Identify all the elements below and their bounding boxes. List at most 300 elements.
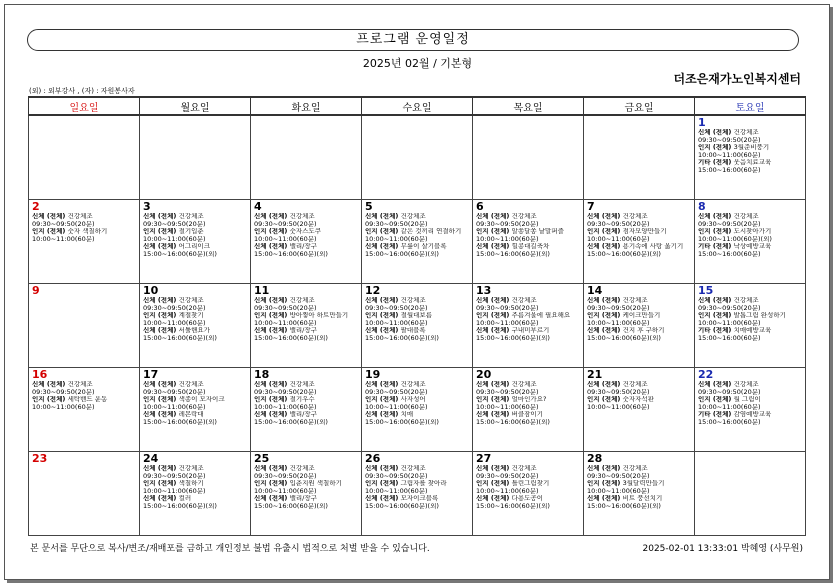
program-time: 10:00~11:00(60분) (143, 235, 206, 243)
schedule-entry (476, 411, 580, 419)
program-time: 15:00~16:00(60분)(외) (143, 334, 217, 342)
day-number: 19 (365, 368, 381, 381)
schedule-entry (143, 221, 247, 229)
program-name: 건강체조 (511, 381, 537, 388)
program-category: 인지 (전체) (698, 396, 734, 404)
program-category: 신체 (전체) (698, 213, 734, 220)
program-time: 10:00~11:00(60분) (365, 235, 428, 243)
schedule-entry (698, 404, 802, 412)
schedule-entry (587, 488, 691, 496)
schedule-entry (254, 503, 358, 511)
schedule-entry (698, 381, 802, 389)
program-name: 힐콩대길축차 (511, 243, 550, 251)
schedule-entry (365, 465, 469, 473)
program-name: 치매 (400, 411, 414, 419)
program-time: 10:00~11:00(60분) (254, 235, 317, 243)
calendar-week-row (29, 368, 806, 452)
program-category: 신체 (전체) (254, 243, 290, 251)
program-category: 인지 (전체) (587, 228, 623, 236)
calendar-day-cell (29, 368, 140, 452)
program-name: 알쏭달쏭 낱말퍼즐 (511, 228, 564, 236)
schedule-entry (698, 335, 802, 343)
schedule-entry (587, 404, 691, 412)
program-name: 감염예방교육 (733, 411, 772, 419)
day-number: 14 (587, 284, 603, 297)
program-time: 15:00~16:00(60분)(외) (254, 502, 328, 510)
calendar-day-cell (473, 452, 584, 536)
calendar-day-cell (695, 284, 806, 368)
schedule-entry (587, 251, 691, 259)
program-category: 신체 (전체) (587, 243, 623, 251)
schedule-entry (254, 404, 358, 412)
schedule-entry (365, 488, 469, 496)
schedule-entry (254, 312, 358, 320)
program-category: 신체 (전체) (143, 327, 179, 335)
program-name: 버클잠이기 (511, 411, 543, 419)
schedule-entry (32, 236, 136, 244)
schedule-entry (698, 152, 802, 160)
program-category: 신체 (전체) (143, 297, 179, 304)
schedule-entry (587, 320, 691, 328)
program-time: 09:30~09:50(20분) (365, 388, 428, 396)
schedule-entry (698, 137, 802, 145)
program-time: 10:00~11:00(60분) (143, 403, 206, 411)
schedule-entry (698, 389, 802, 397)
schedule-entry (587, 480, 691, 488)
schedule-entry (365, 335, 469, 343)
schedule-entry (698, 297, 802, 305)
program-category: 신체 (전체) (143, 495, 179, 503)
program-category: 인지 (전체) (254, 312, 290, 320)
program-name: 건강체조 (178, 465, 204, 472)
program-time: 09:30~09:50(20분) (587, 304, 650, 312)
program-category: 인지 (전체) (365, 480, 401, 488)
day-number: 1 (698, 116, 706, 129)
program-time: 09:30~09:50(20분) (365, 472, 428, 480)
schedule-entry (143, 305, 247, 313)
calendar-day-cell (695, 452, 806, 536)
program-category: 신체 (전체) (32, 381, 68, 388)
program-time: 15:00~16:00(60분)(외) (365, 250, 439, 258)
program-category: 신체 (전체) (587, 327, 623, 335)
program-category: 신체 (전체) (365, 297, 401, 304)
program-category: 신체 (전체) (365, 465, 401, 472)
program-name: 레몬락대 (178, 411, 204, 419)
schedule-entry (587, 297, 691, 305)
program-name: 컬러 (178, 495, 192, 503)
calendar-body (29, 115, 806, 536)
program-category: 인지 (전체) (698, 144, 734, 152)
schedule-entry (365, 312, 469, 320)
program-category: 신체 (전체) (365, 495, 401, 503)
schedule-entry (254, 320, 358, 328)
program-time: 09:30~09:50(20분) (698, 388, 761, 396)
program-time: 15:00~16:00(60분)(외) (365, 502, 439, 510)
program-category: 인지 (전체) (587, 312, 623, 320)
schedule-entry (587, 389, 691, 397)
day-number: 17 (143, 368, 159, 381)
schedule-entry (143, 335, 247, 343)
calendar-day-cell (251, 284, 362, 368)
calendar-day-cell (473, 368, 584, 452)
program-name: 얼마인가요? (511, 396, 547, 404)
program-name: 건강체조 (67, 213, 93, 220)
day-number: 10 (143, 284, 159, 297)
weekday-header-row (29, 97, 806, 115)
program-name: 건강체조 (289, 213, 315, 220)
page-subtitle: 2025년 02월 / 기본형 (362, 57, 473, 70)
program-category: 기타 (전체) (698, 243, 734, 251)
schedule-entry (143, 297, 247, 305)
program-name: 웃음치료교육 (733, 159, 772, 167)
program-category: 인지 (전체) (587, 396, 623, 404)
program-time: 15:00~16:00(60분) (698, 250, 761, 258)
schedule-entry (476, 419, 580, 427)
program-name: 입춘지원 색칠하기 (289, 480, 342, 488)
program-category: 신체 (전체) (365, 381, 401, 388)
calendar-day-cell (29, 452, 140, 536)
program-name: 서툴핸요가 (178, 327, 210, 335)
program-time: 09:30~09:50(20분) (143, 388, 206, 396)
program-category: 신체 (전체) (476, 213, 512, 220)
program-time: 10:00~11:00(60분) (365, 319, 428, 327)
schedule-entry (365, 389, 469, 397)
program-category: 인지 (전체) (587, 480, 623, 488)
program-time: 10:00~11:00(60분) (254, 403, 317, 411)
program-category: 신체 (전체) (254, 411, 290, 419)
schedule-entry (476, 312, 580, 320)
program-time: 09:30~09:50(20분) (32, 388, 95, 396)
program-time: 15:00~16:00(60분)(외) (587, 334, 661, 342)
schedule-entry (143, 312, 247, 320)
program-time: 10:00~11:00(60분) (254, 487, 317, 495)
program-name: 밸리/장구 (289, 327, 317, 335)
schedule-entry (587, 327, 691, 335)
schedule-entry (143, 473, 247, 481)
day-number: 18 (254, 368, 270, 381)
program-category: 인지 (전체) (476, 480, 512, 488)
calendar-table (28, 96, 806, 536)
calendar-day-cell (695, 200, 806, 284)
program-category: 인지 (전체) (476, 228, 512, 236)
calendar-day-cell (584, 284, 695, 368)
program-time: 09:30~09:50(20분) (254, 472, 317, 480)
schedule-entry (254, 419, 358, 427)
calendar-day-cell (473, 284, 584, 368)
schedule-entry (365, 213, 469, 221)
program-name: 같은 것끼리 연결하기 (400, 228, 462, 236)
schedule-entry (698, 129, 802, 137)
program-time: 10:00~11:00(60분) (32, 403, 95, 411)
program-name: 숫자자석판 (622, 396, 654, 404)
program-category: 신체 (전체) (476, 243, 512, 251)
schedule-entry (143, 503, 247, 511)
schedule-entry (587, 312, 691, 320)
program-name: 절기우수 (289, 396, 315, 404)
program-time: 09:30~09:50(20분) (365, 220, 428, 228)
program-name: 치매예방교육 (733, 327, 772, 335)
program-category: 인지 (전체) (143, 396, 179, 404)
day-number: 20 (476, 368, 492, 381)
schedule-entry (32, 404, 136, 412)
program-time: 09:30~09:50(20분) (698, 304, 761, 312)
program-category: 인지 (전체) (32, 228, 68, 236)
program-time: 15:00~16:00(60분)(외) (365, 418, 439, 426)
weekday-header: 일요일 (29, 97, 140, 115)
program-category: 인지 (전체) (365, 396, 401, 404)
program-category: 신체 (전체) (587, 495, 623, 503)
program-time: 10:00~11:00(60분) (587, 403, 650, 411)
day-number: 13 (476, 284, 492, 297)
calendar-week-row (29, 200, 806, 284)
program-time: 09:30~09:50(20분) (698, 220, 761, 228)
schedule-entry (587, 473, 691, 481)
schedule-entry (587, 335, 691, 343)
schedule-entry (254, 473, 358, 481)
schedule-entry (476, 404, 580, 412)
schedule-entry (476, 236, 580, 244)
program-category: 인지 (전체) (698, 312, 734, 320)
schedule-entry (254, 297, 358, 305)
schedule-entry (476, 389, 580, 397)
program-category: 신체 (전체) (476, 411, 512, 419)
schedule-entry (254, 488, 358, 496)
schedule-entry (476, 335, 580, 343)
program-time: 09:30~09:50(20분) (587, 472, 650, 480)
program-time: 09:30~09:50(20분) (698, 136, 761, 144)
program-time: 09:30~09:50(20분) (476, 472, 539, 480)
program-name: 색칠하기 (178, 480, 204, 488)
schedule-entry (698, 320, 802, 328)
schedule-entry (143, 381, 247, 389)
calendar-day-cell (473, 200, 584, 284)
schedule-entry (698, 396, 802, 404)
program-time: 09:30~09:50(20분) (476, 304, 539, 312)
program-category: 신체 (전체) (143, 411, 179, 419)
calendar-day-cell (140, 200, 251, 284)
schedule-entry (254, 396, 358, 404)
program-category: 신체 (전체) (476, 495, 512, 503)
program-category: 신체 (전체) (254, 297, 290, 304)
program-name: 건강체조 (733, 297, 759, 304)
schedule-entry (143, 488, 247, 496)
program-time: 15:00~16:00(60분)(외) (365, 334, 439, 342)
program-time: 09:30~09:50(20분) (254, 388, 317, 396)
program-name: 비트 풍선치기 (622, 495, 663, 503)
program-category: 신체 (전체) (698, 381, 734, 388)
schedule-entry (698, 419, 802, 427)
schedule-entry (587, 213, 691, 221)
day-number: 23 (32, 452, 48, 465)
program-name: 도시찾아가기 (733, 228, 772, 236)
program-time: 09:30~09:50(20분) (587, 388, 650, 396)
calendar-day-cell (695, 368, 806, 452)
schedule-entry (254, 213, 358, 221)
schedule-entry (476, 221, 580, 229)
day-number: 16 (32, 368, 48, 381)
schedule-entry (698, 221, 802, 229)
program-name: 그림자를 찾아라 (400, 480, 447, 488)
program-name: 숫자 색칠하기 (67, 228, 108, 236)
schedule-entry (587, 396, 691, 404)
program-category: 신체 (전체) (143, 243, 179, 251)
program-name: 케이크만들기 (622, 312, 661, 320)
program-name: 3월준비풍기 (733, 144, 770, 152)
program-name: 낙상예방교육 (733, 243, 772, 251)
program-category: 신체 (전체) (476, 327, 512, 335)
program-time: 10:00~11:00(60분) (143, 487, 206, 495)
program-time: 15:00~16:00(60분)(외) (143, 502, 217, 510)
program-category: 신체 (전체) (365, 327, 401, 335)
program-time: 10:00~11:00(60분) (476, 319, 539, 327)
day-number: 11 (254, 284, 270, 297)
program-time: 15:00~16:00(60분)(외) (587, 502, 661, 510)
schedule-entry (365, 297, 469, 305)
program-category: 신체 (전체) (587, 297, 623, 304)
program-name: 월 그림이 (733, 396, 761, 404)
schedule-entry (365, 480, 469, 488)
program-name: 건강체조 (400, 297, 426, 304)
program-time: 10:00~11:00(60분) (254, 319, 317, 327)
program-time: 09:30~09:50(20분) (32, 220, 95, 228)
schedule-entry (143, 327, 247, 335)
program-time: 09:30~09:50(20분) (476, 220, 539, 228)
schedule-entry (143, 480, 247, 488)
calendar-day-cell (140, 452, 251, 536)
schedule-entry (32, 228, 136, 236)
schedule-entry (587, 221, 691, 229)
program-category: 신체 (전체) (587, 465, 623, 472)
day-number: 25 (254, 452, 270, 465)
schedule-entry (365, 381, 469, 389)
schedule-entry (365, 419, 469, 427)
schedule-entry (476, 251, 580, 259)
program-time: 09:30~09:50(20분) (143, 472, 206, 480)
program-time: 09:30~09:50(20분) (587, 220, 650, 228)
weekday-header: 월요일 (140, 97, 251, 115)
program-time: 09:30~09:50(20분) (254, 220, 317, 228)
schedule-entry (476, 228, 580, 236)
program-category: 인지 (전체) (254, 480, 290, 488)
program-name: 밸리/장구 (289, 495, 317, 503)
calendar-day-cell (362, 452, 473, 536)
program-time: 10:00~11:00(60분) (587, 487, 650, 495)
calendar-day-cell (29, 284, 140, 368)
day-number: 9 (32, 284, 40, 297)
program-category: 기타 (전체) (698, 327, 734, 335)
program-name: 팔대블록 (400, 327, 426, 335)
program-time: 09:30~09:50(20분) (476, 388, 539, 396)
footer-printed-info: 2025-02-01 13:33:01 박혜영 (사무원) (642, 544, 803, 554)
schedule-entry (698, 213, 802, 221)
calendar-day-cell (584, 452, 695, 536)
program-time: 15:00~16:00(60분)(외) (254, 250, 328, 258)
program-time: 09:30~09:50(20분) (143, 220, 206, 228)
program-name: 건강체조 (511, 465, 537, 472)
schedule-entry (476, 465, 580, 473)
program-category: 인지 (전체) (143, 480, 179, 488)
schedule-entry (698, 411, 802, 419)
program-name: 건강체조 (733, 129, 759, 136)
program-name: 건강체조 (289, 465, 315, 472)
program-name: 건강체조 (511, 297, 537, 304)
program-name: 건강체조 (733, 381, 759, 388)
schedule-entry (143, 396, 247, 404)
day-number: 15 (698, 284, 714, 297)
program-name: 건강체조 (178, 381, 204, 388)
schedule-entry (476, 473, 580, 481)
program-category: 신체 (전체) (476, 381, 512, 388)
program-name: 발톱그림 완성하기 (733, 312, 786, 320)
calendar-day-cell (251, 452, 362, 536)
schedule-entry (254, 228, 358, 236)
schedule-entry (587, 503, 691, 511)
day-number: 2 (32, 200, 40, 213)
calendar-day-cell (695, 115, 806, 200)
calendar-week-row (29, 284, 806, 368)
schedule-entry (365, 243, 469, 251)
schedule-entry (365, 473, 469, 481)
schedule-entry (476, 495, 580, 503)
weekday-header: 수요일 (362, 97, 473, 115)
program-category: 기타 (전체) (698, 411, 734, 419)
program-name: 숫자스도쿠 (289, 228, 321, 236)
schedule-entry (143, 419, 247, 427)
calendar-day-cell (251, 200, 362, 284)
weekday-header: 토요일 (695, 97, 806, 115)
day-number: 12 (365, 284, 381, 297)
program-name: 세탁밴드 운동 (67, 396, 108, 404)
calendar-day-cell (584, 368, 695, 452)
program-time: 15:00~16:00(60분)(외) (476, 250, 550, 258)
schedule-entry (254, 251, 358, 259)
program-name: 건강체조 (622, 381, 648, 388)
program-name: 틀린그림찾기 (511, 480, 550, 488)
legend: (외) : 외부강사 , (자) : 자원봉사자 (29, 87, 135, 95)
program-time: 10:00~11:00(60분) (143, 319, 206, 327)
schedule-entry (587, 305, 691, 313)
program-name: 밸리/장구 (289, 411, 317, 419)
program-category: 인지 (전체) (365, 312, 401, 320)
calendar-day-cell (29, 200, 140, 284)
schedule-entry (254, 480, 358, 488)
calendar-day-cell (362, 200, 473, 284)
schedule-entry (587, 228, 691, 236)
program-category: 신체 (전체) (476, 297, 512, 304)
program-name: 주름겨울에 필요해요 (511, 312, 571, 320)
schedule-entry (143, 465, 247, 473)
schedule-entry (587, 381, 691, 389)
calendar-day-cell (473, 115, 584, 200)
schedule-entry (476, 396, 580, 404)
program-category: 인지 (전체) (365, 228, 401, 236)
program-name: 구내미부르기 (511, 327, 550, 335)
program-time: 15:00~16:00(60분)(외) (143, 418, 217, 426)
program-time: 15:00~16:00(60분) (698, 418, 761, 426)
program-category: 인지 (전체) (476, 312, 512, 320)
program-category: 신체 (전체) (365, 243, 401, 251)
calendar-day-cell (362, 115, 473, 200)
program-name: 어그리이크 (178, 243, 210, 251)
program-time: 15:00~16:00(60분)(외) (254, 418, 328, 426)
program-category: 신체 (전체) (254, 495, 290, 503)
schedule-entry (32, 213, 136, 221)
weekday-header: 금요일 (584, 97, 695, 115)
program-name: 건지 후 구하기 (622, 327, 665, 335)
program-name: 건강체조 (622, 213, 648, 220)
schedule-entry (365, 327, 469, 335)
schedule-entry (476, 213, 580, 221)
